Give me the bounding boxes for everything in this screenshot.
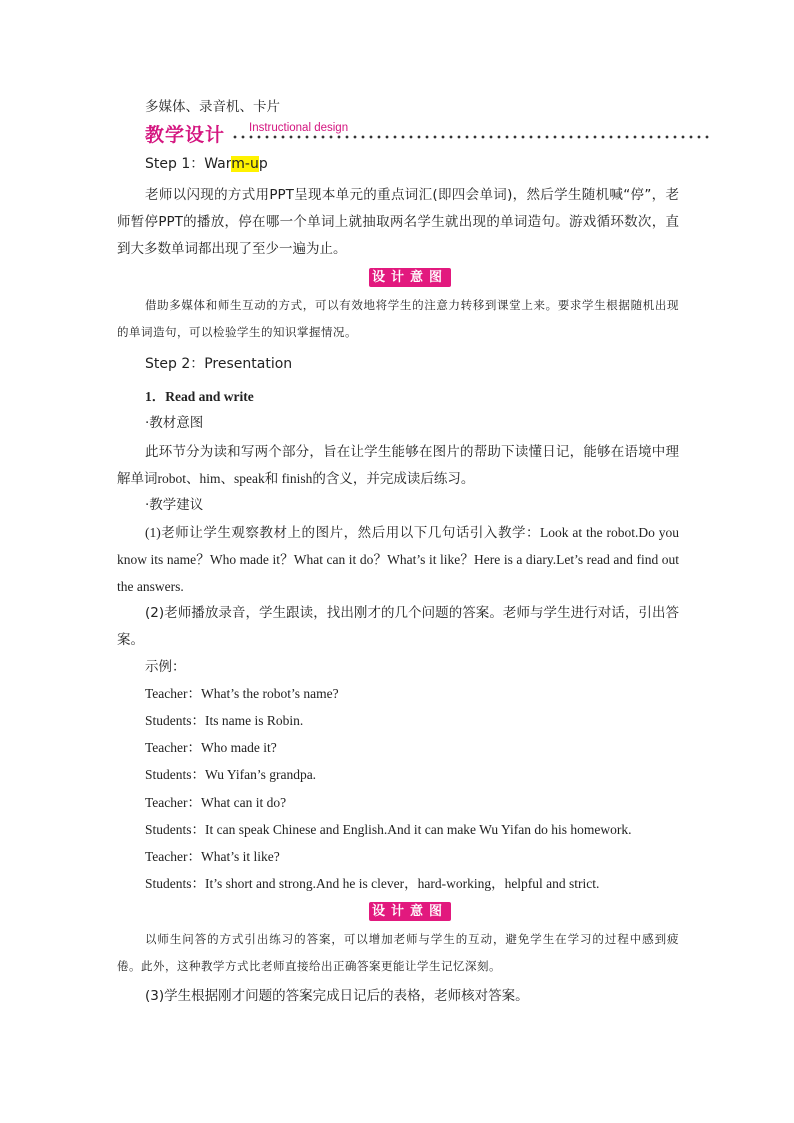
- dialogue-line: Students：Its name is Robin.: [145, 713, 304, 728]
- dialogue-line: Teacher：What’s it like?: [145, 849, 280, 864]
- suggestion-1: (1)老师让学生观察教材上的图片，然后用以下几句话引入教学：Look at the robot.Do you know its name？Who made it？What can it do？What’s it like？Here is a diary.Let’s read and find out the answers.: [117, 525, 679, 594]
- dialogue-line: Students：Wu Yifan’s grandpa.: [145, 767, 317, 782]
- dialogue-line: Students：It can speak Chinese and English.And it can make Wu Yifan do his homework.: [145, 822, 632, 837]
- suggestion-2: (2)老师播放录音，学生跟读，找出刚才的几个问题的答案。老师与学生进行对话，引出答案。: [117, 605, 679, 648]
- materials-line: 多媒体、录音机、卡片: [145, 99, 280, 115]
- suggestion-3: (3)学生根据刚才问题的答案完成日记后的表格，老师核对答案。: [145, 988, 529, 1004]
- step1-suffix: p: [258, 156, 268, 172]
- design-intent-text-1: 借助多媒体和师生互动的方式，可以有效地将学生的注意力转移到课堂上来。要求学生根据随机出现的单词造句，可以检验学生的知识掌握情况。: [117, 298, 679, 339]
- step1-heading: [145, 155, 685, 173]
- read-and-write-heading: 1．Read and write: [145, 389, 254, 404]
- dialogue-line: Students：It’s short and strong.And he is clever，hard-working，helpful and strict.: [145, 876, 600, 891]
- section-title: 教学设计: [145, 124, 226, 146]
- step1-paragraph: 老师以闪现的方式用PPT呈现本单元的重点词汇(即四会单词)，然后学生随机喊“停”，老师暂停PPT的播放，停在哪一个单词上就抽取两名学生就出现的单词造句。游戏循环数次，直到大多数单词都出现了至少一遍为止。: [117, 187, 679, 257]
- bullet-teaching-suggestion: ·教学建议: [145, 497, 204, 513]
- section-subtitle: Instructional design: [249, 122, 349, 134]
- design-intent-badge-1: 设计意图: [369, 268, 451, 287]
- step1-highlight: m-u: [231, 156, 259, 172]
- dialogue-line: Teacher：Who made it?: [145, 740, 277, 755]
- section-header: [145, 118, 710, 148]
- step2-heading: Step 2：Presentation: [145, 356, 293, 372]
- bullet-textbook-intent: ·教材意图: [145, 415, 204, 431]
- example-label: 示例：: [145, 659, 186, 675]
- dialogue-line: Teacher：What can it do?: [145, 795, 287, 810]
- design-intent-text-2: 以师生问答的方式引出练习的答案，可以增加老师与学生的互动，避免学生在学习的过程中感到疲倦。此外，这种教学方式比老师直接给出正确答案更能让学生记忆深刻。: [117, 932, 679, 973]
- dialogue-line: Teacher：What’s the robot’s name?: [145, 686, 339, 701]
- design-intent-badge-2: 设计意图: [369, 902, 451, 921]
- dotted-rule: [231, 134, 709, 140]
- step1-prefix: Step 1：War: [145, 156, 232, 172]
- textbook-paragraph: 此环节分为读和写两个部分，旨在让学生能够在图片的帮助下读懂日记，能够在语境中理解单词robot、him、speak和 finish的含义，并完成读后练习。: [117, 444, 679, 486]
